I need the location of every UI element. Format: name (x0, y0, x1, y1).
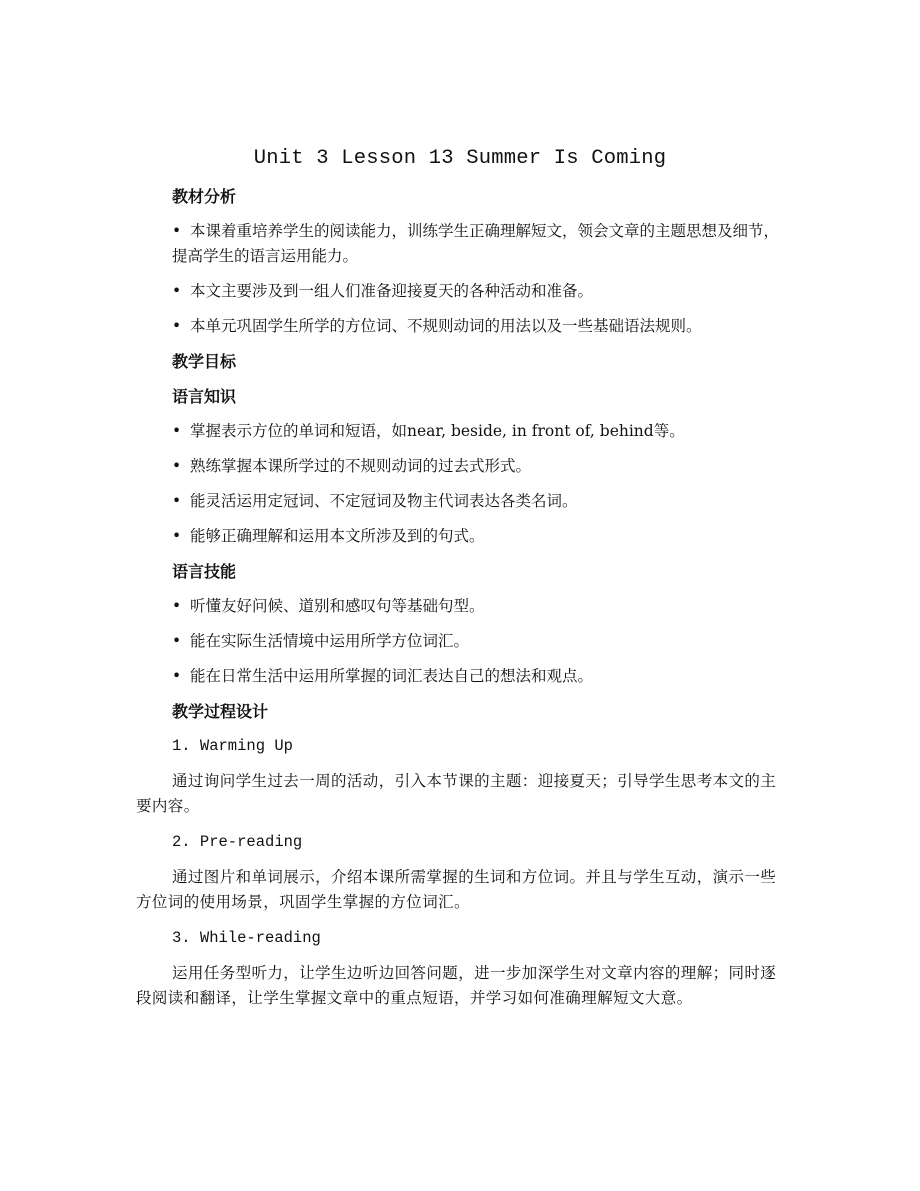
step-label: 1. Warming Up (172, 737, 293, 755)
bullet-icon: • (172, 282, 182, 300)
analysis-item-text: 本课着重培养学生的阅读能力，训练学生正确理解短文，领会文章的主题思想及细节，提高学生的语言运用能力。 (172, 222, 780, 265)
list-item (172, 314, 786, 339)
bullet-icon: • (172, 317, 182, 335)
step-paragraph: 通过询问学生过去一周的活动，引入本节课的主题：迎接夏天；引导学生思考本文的主要内容。 (136, 772, 777, 815)
knowledge-item-text: 能灵活运用定冠词、不定冠词及物主代词表达各类名词。 (190, 492, 578, 510)
list-item (172, 594, 786, 619)
skills-item-text: 能在日常生活中运用所掌握的词汇表达自己的想法和观点。 (190, 667, 594, 685)
step-label: 3. While-reading (172, 929, 321, 947)
list-item (172, 489, 786, 514)
section-heading-process: 教学过程设计 (172, 702, 269, 721)
list-item (172, 279, 786, 304)
analysis-item-text: 本单元巩固学生所学的方位词、不规则动词的用法以及一些基础语法规则。 (190, 317, 702, 335)
bullet-icon: • (172, 222, 182, 240)
bullet-icon: • (172, 667, 182, 685)
knowledge-item-text: 掌握表示方位的单词和短语，如near, beside, in front of, behind等。 (190, 422, 685, 440)
step-paragraph: 运用任务型听力，让学生边听边回答问题，进一步加深学生对文章内容的理解；同时逐段阅读和翻译，让学生掌握文章中的重点短语，并学习如何准确理解短文大意。 (136, 964, 777, 1007)
skills-item-text: 能在实际生活情境中运用所学方位词汇。 (190, 632, 470, 650)
list-item (172, 419, 786, 444)
bullet-icon: • (172, 492, 182, 510)
section-heading-goals: 教学目标 (172, 352, 237, 371)
knowledge-item-text: 熟练掌握本课所学过的不规则动词的过去式形式。 (190, 457, 532, 475)
list-item (172, 454, 786, 479)
list-item (172, 629, 786, 654)
document-title: Unit 3 Lesson 13 Summer Is Coming (253, 147, 667, 170)
list-item (172, 524, 786, 549)
step-paragraph: 通过图片和单词展示，介绍本课所需掌握的生词和方位词。并且与学生互动，演示一些方位词的使用场景，巩固学生掌握的方位词汇。 (136, 868, 777, 911)
section-heading-skills: 语言技能 (172, 562, 237, 581)
document-body (136, 184, 786, 1022)
list-item (172, 219, 786, 269)
section-heading-analysis: 教材分析 (172, 187, 237, 206)
analysis-item-text: 本文主要涉及到一组人们准备迎接夏天的各种活动和准备。 (190, 282, 594, 300)
bullet-icon: • (172, 597, 182, 615)
section-heading-knowledge: 语言知识 (172, 387, 237, 406)
bullet-icon: • (172, 632, 182, 650)
bullet-icon: • (172, 527, 182, 545)
knowledge-item-text: 能够正确理解和运用本文所涉及到的句式。 (190, 527, 485, 545)
step-label: 2. Pre-reading (172, 833, 303, 851)
list-item (172, 664, 786, 689)
skills-item-text: 听懂友好问候、道别和感叹句等基础句型。 (190, 597, 485, 615)
bullet-icon: • (172, 457, 182, 475)
bullet-icon: • (172, 422, 182, 440)
